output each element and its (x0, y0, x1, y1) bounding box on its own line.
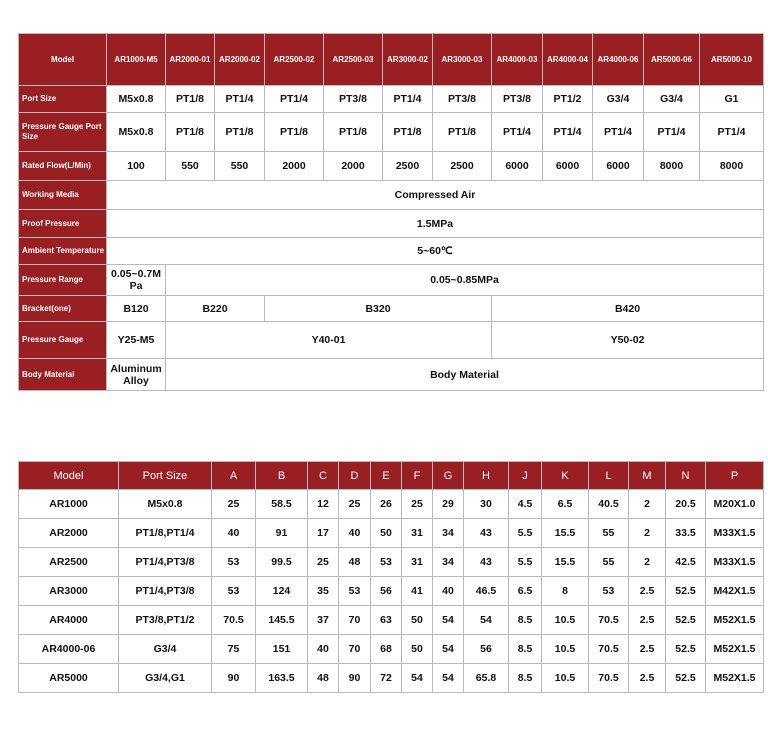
dimension-header-cell: K (542, 462, 589, 490)
row-label: Body Material (19, 359, 107, 391)
dimension-cell: 25 (308, 548, 339, 577)
gauge-port-cell: PT1/4 (644, 113, 700, 152)
dimension-cell: G3/4,G1 (119, 664, 212, 693)
dimension-cell: 63 (371, 606, 402, 635)
dimension-cell: PT3/8,PT1/2 (119, 606, 212, 635)
model-cell: AR4000 (19, 606, 119, 635)
model-cell: AR2500 (19, 548, 119, 577)
gauge-port-row (19, 113, 764, 152)
dimension-cell: 72 (371, 664, 402, 693)
gauge-port-cell: PT1/8 (383, 113, 433, 152)
port-size-cell: PT1/2 (543, 86, 593, 113)
dimension-header-cell: L (589, 462, 629, 490)
dimension-cell: 2.5 (629, 606, 666, 635)
dimension-cell: 52.5 (666, 635, 706, 664)
model-cell: AR4000-06 (19, 635, 119, 664)
bracket-row (19, 296, 764, 322)
dimension-header-cell: P (706, 462, 764, 490)
dimension-cell: M42X1.5 (706, 577, 764, 606)
dimension-cell: 48 (339, 548, 371, 577)
gauge-port-cell: M5x0.8 (107, 113, 166, 152)
dimension-header-cell: Model (19, 462, 119, 490)
dimension-cell: 70.5 (589, 664, 629, 693)
dimension-header-cell: J (509, 462, 542, 490)
dimension-cell: PT1/4,PT3/8 (119, 577, 212, 606)
model-header: AR4000-03 (492, 34, 543, 86)
dimension-cell: 163.5 (256, 664, 308, 693)
model-cell: AR5000 (19, 664, 119, 693)
dimension-cell: 54 (464, 606, 509, 635)
dimension-cell: G3/4 (119, 635, 212, 664)
dimension-cell: 53 (212, 577, 256, 606)
table-row (19, 519, 764, 548)
dimension-cell: 56 (464, 635, 509, 664)
bracket-cell: B220 (166, 296, 265, 322)
gauge-cell: Y50-02 (492, 322, 764, 359)
gauge-port-cell: PT1/8 (433, 113, 492, 152)
table-row (19, 490, 764, 519)
model-header: AR2000-02 (215, 34, 265, 86)
dimension-cell: 30 (464, 490, 509, 519)
model-header-row (19, 34, 764, 86)
dimension-cell: 46.5 (464, 577, 509, 606)
dimension-cell: M33X1.5 (706, 519, 764, 548)
table-row (19, 577, 764, 606)
dimension-cell: 20.5 (666, 490, 706, 519)
dimension-cell: 145.5 (256, 606, 308, 635)
pressure-range-rest: 0.05~0.85MPa (166, 265, 764, 296)
dimension-header-cell: G (433, 462, 464, 490)
dimension-cell: 2 (629, 519, 666, 548)
dimension-cell: 70 (339, 635, 371, 664)
rated-flow-cell: 550 (166, 152, 215, 181)
dimension-cell: 91 (256, 519, 308, 548)
model-header-label: Model (19, 34, 107, 86)
dimension-header-cell: D (339, 462, 371, 490)
dimension-header-row (19, 462, 764, 490)
dimension-cell: 34 (433, 548, 464, 577)
pressure-gauge-row (19, 322, 764, 359)
dimension-header-cell: H (464, 462, 509, 490)
port-size-cell: PT1/4 (383, 86, 433, 113)
dimension-cell: 52.5 (666, 577, 706, 606)
dimension-cell: 2.5 (629, 664, 666, 693)
dimension-cell: 41 (402, 577, 433, 606)
dimension-cell: 8.5 (509, 635, 542, 664)
dimension-header-cell: N (666, 462, 706, 490)
dimension-cell: 2.5 (629, 635, 666, 664)
proof-pressure-value: 1.5MPa (107, 210, 764, 238)
dimension-cell: 2 (629, 490, 666, 519)
bracket-cell: B120 (107, 296, 166, 322)
dimension-cell: 6.5 (509, 577, 542, 606)
dimension-cell: PT1/8,PT1/4 (119, 519, 212, 548)
dimension-cell: 124 (256, 577, 308, 606)
dimension-cell: M20X1.0 (706, 490, 764, 519)
row-label: Pressure Gauge (19, 322, 107, 359)
port-size-cell: M5x0.8 (107, 86, 166, 113)
port-size-row (19, 86, 764, 113)
dimension-cell: 151 (256, 635, 308, 664)
dimension-cell: 6.5 (542, 490, 589, 519)
row-label: Pressure Range (19, 265, 107, 296)
rated-flow-cell: 2500 (433, 152, 492, 181)
gauge-port-cell: PT1/8 (166, 113, 215, 152)
gauge-port-cell: PT1/4 (593, 113, 644, 152)
model-header: AR5000-10 (700, 34, 764, 86)
rated-flow-cell: 550 (215, 152, 265, 181)
dimension-cell: 40 (308, 635, 339, 664)
dimension-cell: 25 (212, 490, 256, 519)
rated-flow-cell: 6000 (593, 152, 644, 181)
dimension-cell: 65.8 (464, 664, 509, 693)
pressure-range-first: 0.05~0.7M Pa (107, 265, 166, 296)
dimension-cell: 53 (212, 548, 256, 577)
working-media-value: Compressed Air (107, 181, 764, 210)
body-material-first: Aluminum Alloy (107, 359, 166, 391)
row-label: Bracket(one) (19, 296, 107, 322)
model-header: AR5000-06 (644, 34, 700, 86)
dimension-header-cell: E (371, 462, 402, 490)
rated-flow-cell: 6000 (492, 152, 543, 181)
ambient-temp-row (19, 238, 764, 265)
dimension-cell: 54 (433, 635, 464, 664)
dimension-header-cell: B (256, 462, 308, 490)
dimension-cell: 25 (402, 490, 433, 519)
row-label: Pressure Gauge Port Size (19, 113, 107, 152)
dimension-cell: 12 (308, 490, 339, 519)
dimension-cell: M33X1.5 (706, 548, 764, 577)
rated-flow-cell: 8000 (644, 152, 700, 181)
rated-flow-cell: 100 (107, 152, 166, 181)
pressure-range-row (19, 265, 764, 296)
model-header: AR2500-02 (265, 34, 324, 86)
dimension-cell: 33.5 (666, 519, 706, 548)
working-media-row (19, 181, 764, 210)
dimension-cell: 54 (402, 664, 433, 693)
dimension-cell: PT1/4,PT3/8 (119, 548, 212, 577)
dimension-cell: 26 (371, 490, 402, 519)
dimension-cell: 99.5 (256, 548, 308, 577)
specification-table (18, 33, 764, 391)
dimension-cell: 40.5 (589, 490, 629, 519)
rated-flow-cell: 2000 (265, 152, 324, 181)
dimension-cell: 90 (212, 664, 256, 693)
dimension-cell: 50 (371, 519, 402, 548)
dimension-cell: 55 (589, 548, 629, 577)
dimension-cell: 37 (308, 606, 339, 635)
dimension-cell: 55 (589, 519, 629, 548)
dimension-cell: 53 (371, 548, 402, 577)
dimension-cell: 31 (402, 519, 433, 548)
port-size-cell: PT1/4 (215, 86, 265, 113)
dimension-cell: M52X1.5 (706, 635, 764, 664)
dimension-cell: 50 (402, 635, 433, 664)
ambient-temp-value: 5~60℃ (107, 238, 764, 265)
dimension-header-cell: C (308, 462, 339, 490)
dimension-cell: 29 (433, 490, 464, 519)
dimension-cell: 53 (589, 577, 629, 606)
gauge-port-cell: PT1/4 (543, 113, 593, 152)
gauge-cell: Y40-01 (166, 322, 492, 359)
dimension-cell: 48 (308, 664, 339, 693)
dimension-cell: 5.5 (509, 519, 542, 548)
proof-pressure-row (19, 210, 764, 238)
port-size-cell: PT3/8 (492, 86, 543, 113)
rated-flow-row (19, 152, 764, 181)
dimension-cell: 8 (542, 577, 589, 606)
dimension-cell: 58.5 (256, 490, 308, 519)
port-size-cell: G1 (700, 86, 764, 113)
dimension-cell: 75 (212, 635, 256, 664)
dimension-cell: 15.5 (542, 519, 589, 548)
port-size-cell: G3/4 (644, 86, 700, 113)
table-row (19, 635, 764, 664)
dimension-cell: 10.5 (542, 664, 589, 693)
dimension-cell: 40 (212, 519, 256, 548)
row-label: Working Media (19, 181, 107, 210)
dimension-cell: 10.5 (542, 635, 589, 664)
gauge-cell: Y25-M5 (107, 322, 166, 359)
dimension-cell: 42.5 (666, 548, 706, 577)
dimension-cell: 43 (464, 548, 509, 577)
dimension-table (18, 461, 764, 693)
dimension-cell: 25 (339, 490, 371, 519)
dimension-cell: 70.5 (589, 635, 629, 664)
rated-flow-cell: 2500 (383, 152, 433, 181)
dimension-cell: 8.5 (509, 664, 542, 693)
table-row (19, 548, 764, 577)
port-size-cell: G3/4 (593, 86, 644, 113)
gauge-port-cell: PT1/8 (215, 113, 265, 152)
gauge-port-cell: PT1/4 (492, 113, 543, 152)
row-label: Ambient Temperature (19, 238, 107, 265)
model-header: AR2500-03 (324, 34, 383, 86)
dimension-cell: M5x0.8 (119, 490, 212, 519)
dimension-header-cell: M (629, 462, 666, 490)
dimension-cell: 40 (433, 577, 464, 606)
dimension-cell: 50 (402, 606, 433, 635)
row-label: Port Size (19, 86, 107, 113)
model-header: AR4000-04 (543, 34, 593, 86)
dimension-cell: 56 (371, 577, 402, 606)
table-row (19, 606, 764, 635)
dimension-cell: M52X1.5 (706, 606, 764, 635)
model-cell: AR2000 (19, 519, 119, 548)
dimension-cell: 40 (339, 519, 371, 548)
dimension-cell: 70 (339, 606, 371, 635)
dimension-cell: 2 (629, 548, 666, 577)
dimension-cell: 52.5 (666, 606, 706, 635)
port-size-cell: PT3/8 (324, 86, 383, 113)
model-header: AR3000-03 (433, 34, 492, 86)
model-header: AR1000-M5 (107, 34, 166, 86)
dimension-cell: 4.5 (509, 490, 542, 519)
body-material-row (19, 359, 764, 391)
dimension-cell: 2.5 (629, 577, 666, 606)
dimension-cell: 54 (433, 664, 464, 693)
dimension-header-cell: F (402, 462, 433, 490)
dimension-cell: M52X1.5 (706, 664, 764, 693)
dimension-cell: 8.5 (509, 606, 542, 635)
gauge-port-cell: PT1/4 (700, 113, 764, 152)
dimension-header-cell: A (212, 462, 256, 490)
gauge-port-cell: PT1/8 (265, 113, 324, 152)
port-size-cell: PT1/4 (265, 86, 324, 113)
rated-flow-cell: 2000 (324, 152, 383, 181)
dimension-cell: 70.5 (212, 606, 256, 635)
dimension-cell: 52.5 (666, 664, 706, 693)
gauge-port-cell: PT1/8 (324, 113, 383, 152)
dimension-cell: 70.5 (589, 606, 629, 635)
bracket-cell: B420 (492, 296, 764, 322)
model-header: AR3000-02 (383, 34, 433, 86)
port-size-cell: PT3/8 (433, 86, 492, 113)
table-row (19, 664, 764, 693)
model-header: AR2000-01 (166, 34, 215, 86)
dimension-cell: 53 (339, 577, 371, 606)
row-label: Rated Flow(L/Min) (19, 152, 107, 181)
model-header: AR4000-06 (593, 34, 644, 86)
rated-flow-cell: 6000 (543, 152, 593, 181)
dimension-cell: 35 (308, 577, 339, 606)
dimension-cell: 43 (464, 519, 509, 548)
dimension-cell: 5.5 (509, 548, 542, 577)
dimension-cell: 10.5 (542, 606, 589, 635)
model-cell: AR1000 (19, 490, 119, 519)
port-size-cell: PT1/8 (166, 86, 215, 113)
dimension-cell: 34 (433, 519, 464, 548)
dimension-cell: 15.5 (542, 548, 589, 577)
dimension-cell: 17 (308, 519, 339, 548)
dimension-cell: 54 (433, 606, 464, 635)
dimension-cell: 31 (402, 548, 433, 577)
rated-flow-cell: 8000 (700, 152, 764, 181)
dimension-cell: 68 (371, 635, 402, 664)
model-cell: AR3000 (19, 577, 119, 606)
dimension-cell: 90 (339, 664, 371, 693)
bracket-cell: B320 (265, 296, 492, 322)
dimension-header-cell: Port Size (119, 462, 212, 490)
body-material-rest: Body Material (166, 359, 764, 391)
row-label: Proof Pressure (19, 210, 107, 238)
